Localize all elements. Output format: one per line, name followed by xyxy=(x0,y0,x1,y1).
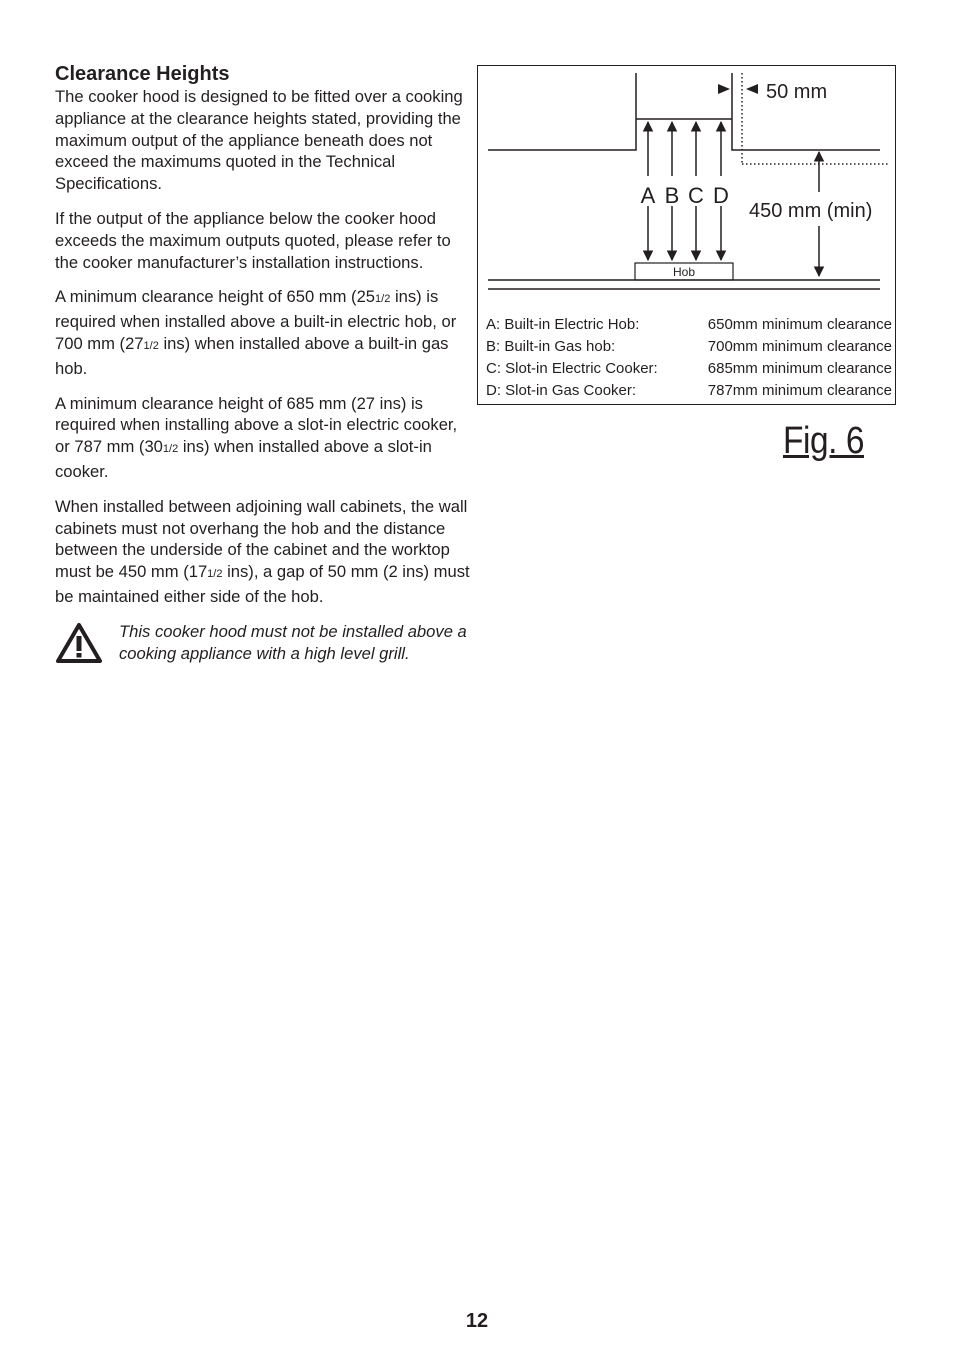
legend-row xyxy=(486,336,892,358)
gap-arrow-right xyxy=(746,84,758,94)
paragraph-cooker-clearance: A minimum clearance height of 685 mm (27 ins) is required when installing above a slot-in electric cooker, or 787 mm (301/2 ins) when installed above a slot-in cooker. xyxy=(55,393,458,481)
paragraph-wall-cabinets: When installed between adjoining wall cabinets, the wall cabinets must not overhang the hob and the distance between the underside of the cabinet and the worktop must be 450 mm (171/2 ins), a gap of 50 mm (2 ins) must be maintained either side of the hob. xyxy=(55,496,470,606)
clearance-drawing xyxy=(478,66,897,316)
paragraph-output: If the output of the appliance below the cooker hood exceeds the maximum outputs quoted, please refer to the cooker manufacturer’s installation instructions. xyxy=(55,208,451,272)
paragraph-hob-clearance: A minimum clearance height of 650 mm (251/2 ins) is required when installed above a built-in electric hob, or 700 mm (271/2 ins) when installed above a built-in gas hob. xyxy=(55,287,457,378)
gap-label: 50 mm xyxy=(766,81,828,103)
legend-label: A: Built-in Electric Hob: xyxy=(486,316,640,333)
legend-value: 685mm minimum clearance xyxy=(707,360,892,377)
clearance-diagram xyxy=(477,65,896,405)
warning-text: This cooker hood must not be installed above a cooking appliance with a high level grill. xyxy=(119,621,467,663)
paragraph-intro: The cooker hood is designed to be fitted over a cooking appliance at the clearance heights stated, providing the maximum output of the appliance beneath does not exceed the maximums quoted in the Technical Specifications. xyxy=(55,87,463,194)
figure-label: Fig. 6 xyxy=(783,420,865,462)
legend-label: B: Built-in Gas hob: xyxy=(486,338,616,355)
arrow-letter-a: A xyxy=(640,183,656,208)
warning-note xyxy=(55,621,470,665)
section-heading: Clearance Heights xyxy=(55,63,230,85)
arrow-letter-b: B xyxy=(664,183,680,208)
arrow-letter-d: D xyxy=(713,183,729,208)
legend-value: 650mm minimum clearance xyxy=(707,316,892,333)
height-label: 450 mm (min) xyxy=(749,200,873,222)
clearance-legend xyxy=(486,314,892,402)
legend-row xyxy=(486,358,892,380)
gap-arrow-left xyxy=(718,84,730,94)
page-number: 12 xyxy=(465,1310,489,1332)
hob-label: Hob xyxy=(672,265,696,279)
legend-row xyxy=(486,380,892,402)
warning-triangle-icon xyxy=(55,621,103,665)
legend-label: D: Slot-in Gas Cooker: xyxy=(486,382,637,399)
arrow-letter-c: C xyxy=(688,183,704,208)
legend-value: 787mm minimum clearance xyxy=(707,382,892,399)
hood-outline xyxy=(488,73,636,150)
legend-value: 700mm minimum clearance xyxy=(707,338,892,355)
text-column xyxy=(55,62,470,665)
legend-label: C: Slot-in Electric Cooker: xyxy=(486,360,658,377)
legend-row xyxy=(486,314,892,336)
